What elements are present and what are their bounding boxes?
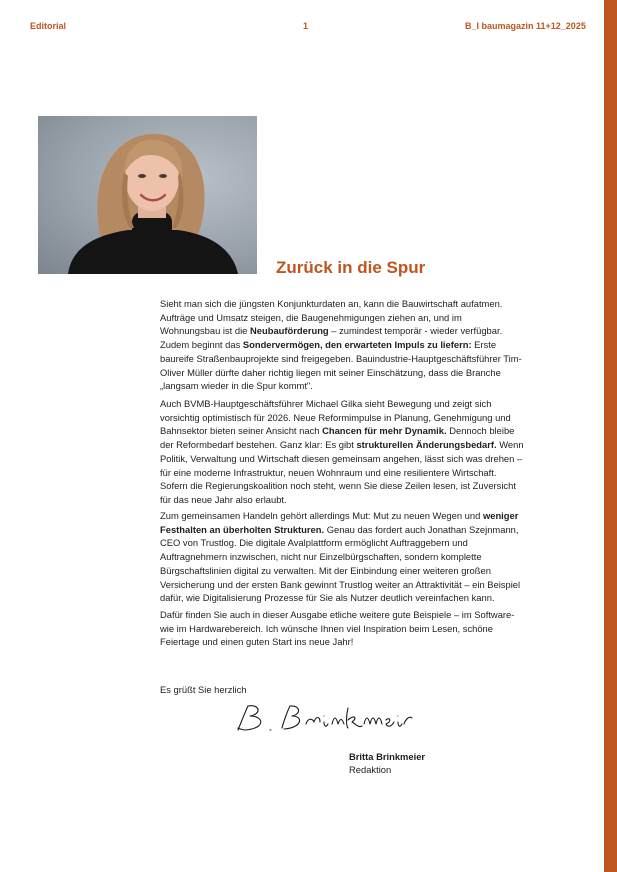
text-run: Dafür finden Sie auch in dieser Ausgabe etliche weitere gute Beispiele – im Software- wie im Hardwarebereich. Ich wünsche Ihnen viel Inspiration beim Lesen, schöne Feiertage und einen guten Start ins neue Jahr!: [160, 609, 515, 648]
text-run: Auch BVMB-Hauptgeschäftsführer Michael Gilka sieht Bewegung und zeigt sich vorsichtig optimistisch für 2026. Neue Reformimpulse in Planung, Genehmigung und Bahnsektor bieten seiner Ansicht nach: [160, 398, 511, 437]
signature-icon: [232, 702, 414, 736]
bold-text-run: Neubauförderung: [250, 325, 329, 337]
header-page-number: 1: [303, 21, 309, 31]
editorial-title: Zurück in die Spur: [276, 258, 426, 277]
text-run: Genau das fordert auch Jonathan Szejnmann, CEO von Trustlog. Die digitale Avalplattform ermöglicht Auftraggebern und Auftragnehmern inzwischen, nicht nur Einzelbürgschaften, sondern komplette Bürgschaftslinien digital zu verwalten. Mit der Einbindung einer weiteren großen Versicherung und der ersten Bank gewinnt Trustlog weiter an Attraktivität – ein Beispiel dafür, wie Digitalisierung Prozesse für Sie als Nutzer deutlich vereinfachen kann.: [160, 523, 521, 604]
bold-text-run: Chancen für mehr Dynamik.: [322, 425, 447, 437]
accent-sidebar-bar: [604, 0, 617, 872]
text-run: Sieht man sich die jüngsten Konjunkturdaten an, kann die Bauwirtschaft aufatmen. Aufträge und Umsatz steigen, die Baugenehmigungen ziehen an, und im Wohnungsbau ist die: [160, 298, 503, 337]
paragraph: [160, 397, 524, 507]
paragraph: [160, 297, 524, 393]
closing-greeting: Es grüßt Sie herzlich: [160, 684, 247, 695]
portrait-photo: [38, 116, 257, 274]
handwritten-signature: [232, 702, 414, 741]
text-run: Zum gemeinsamen Handeln gehört allerdings Mut: Mut zu neuen Wegen und: [160, 510, 483, 521]
bold-text-run: weniger Festhalten an überholten Strukturen.: [160, 510, 519, 535]
text-run: Dennoch bleibe der Reformbedarf bestehen. Ganz klar: Es gibt: [160, 425, 515, 451]
text-run: – zumindest temporär - wieder verfügbar. Zudem beginnt das: [160, 325, 503, 351]
paragraph: [160, 509, 524, 605]
header-section-label: Editorial: [30, 21, 67, 31]
author-role: Redaktion: [349, 764, 392, 775]
author-name: Britta Brinkmeier: [349, 751, 426, 762]
header-brand: B_I baumagazin 11+12_2025: [465, 21, 586, 31]
bold-text-run: Sondervermögen, den erwarteten Impuls zu liefern:: [242, 339, 472, 351]
portrait-photo-icon: [38, 116, 257, 274]
text-run: Erste baureife Straßenbauprojekte sind freigegeben. Bauindustrie-Hauptgeschäftsführer Tim-Oliver Müller dürfte daher richtig liegen mit seiner Einschätzung, dass die Branche „langsam wieder in die Spur kommt".: [160, 339, 522, 392]
bold-text-run: strukturellen Änderungsbedarf.: [356, 439, 497, 451]
text-run: Wenn Politik, Verwaltung und Wirtschaft diesen gemeinsam angehen, lässt sich was drehen – für eine moderne Infrastruktur, neuen Wohnraum und eine resilientere Wirtschaft. Sofern die Regierungskoalition noch steht, wenn Sie diese Zeilen lesen, ist Zuversicht für das neue Jahr also erlaubt.: [160, 439, 524, 505]
paragraph: [160, 608, 524, 649]
